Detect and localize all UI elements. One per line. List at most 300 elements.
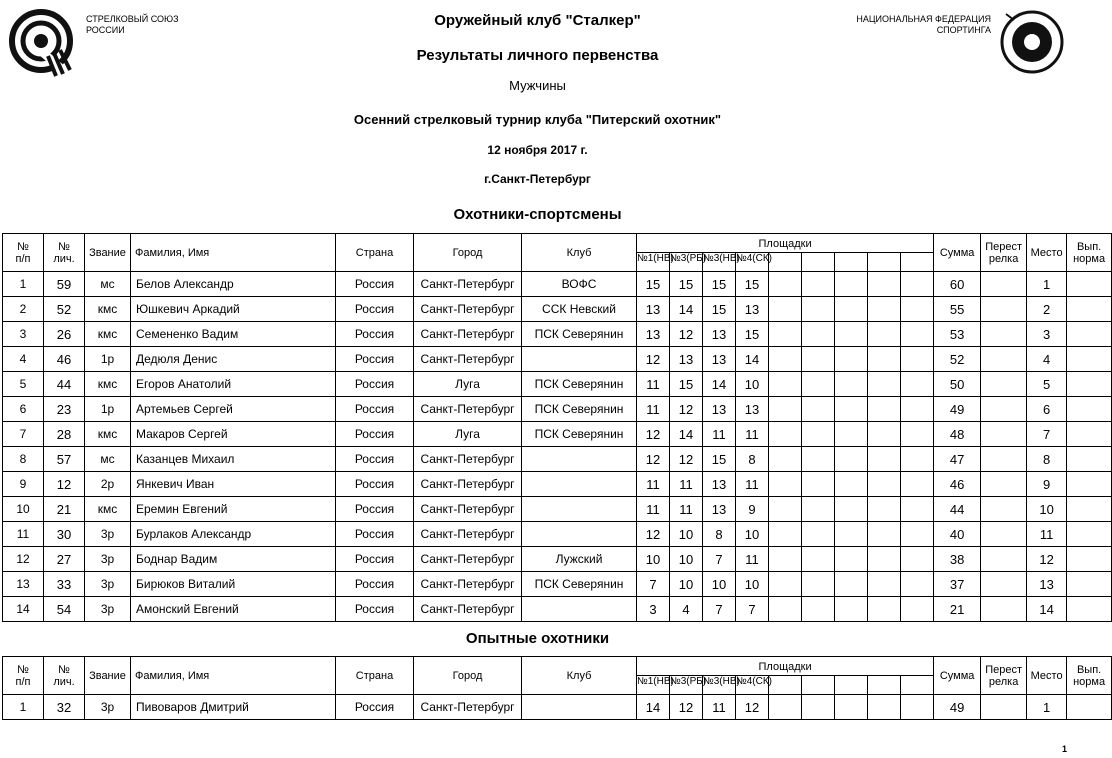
cell-name: Дедюля Денис: [131, 347, 336, 372]
cell-rank: мс: [85, 447, 131, 472]
cell-station-score: 10: [736, 572, 769, 597]
cell-station-score: 15: [703, 272, 736, 297]
cell-np: 4: [3, 347, 44, 372]
cell-station-score: [868, 572, 901, 597]
cell-city: Санкт-Петербург: [414, 497, 522, 522]
cell-station-score: [901, 597, 934, 622]
results-table: [2, 656, 1112, 720]
cell-shootoff: [981, 272, 1027, 297]
col-rank-header: Звание: [85, 234, 131, 272]
cell-station-score: 12: [637, 347, 670, 372]
cell-place: 8: [1027, 447, 1067, 472]
cell-norm: [1067, 572, 1112, 597]
cell-club: ПСК Северянин: [522, 422, 637, 447]
cell-station-score: [769, 572, 802, 597]
cell-station-score: [835, 522, 868, 547]
cell-station-score: 12: [637, 422, 670, 447]
header-line: №: [58, 240, 70, 253]
cell-station-score: 12: [637, 522, 670, 547]
header-line: релка: [988, 252, 1019, 265]
cell-norm: [1067, 322, 1112, 347]
cell-place: 11: [1027, 522, 1067, 547]
cell-station-score: [769, 472, 802, 497]
cell-name: Юшкевич Аркадий: [131, 297, 336, 322]
cell-station-score: 10: [670, 572, 703, 597]
cell-country: Россия: [336, 347, 414, 372]
cell-norm: [1067, 422, 1112, 447]
org-right-line-2: СПОРТИНГА: [936, 25, 991, 35]
cell-lich: 46: [44, 347, 85, 372]
cell-station-score: 14: [703, 372, 736, 397]
cell-station-score: 13: [703, 322, 736, 347]
cell-city: Санкт-Петербург: [414, 397, 522, 422]
cell-station-score: 11: [637, 372, 670, 397]
cell-name: Амонский Евгений: [131, 597, 336, 622]
cell-station-score: [802, 322, 835, 347]
cell-station-score: 14: [670, 297, 703, 322]
cell-station-score: 13: [670, 347, 703, 372]
cell-station-score: 11: [637, 497, 670, 522]
cell-station-score: 11: [703, 422, 736, 447]
table-row: [3, 597, 1112, 622]
header-line: Перест: [985, 240, 1023, 253]
cell-station-score: [769, 695, 802, 720]
cell-station-score: 13: [703, 472, 736, 497]
header-line: №: [58, 663, 70, 676]
table-row: [3, 347, 1112, 372]
cell-lich: 54: [44, 597, 85, 622]
cell-station-score: [769, 347, 802, 372]
cell-station-score: [868, 322, 901, 347]
cell-lich: 57: [44, 447, 85, 472]
cell-station-score: 14: [670, 422, 703, 447]
cell-rank: 3р: [85, 522, 131, 547]
header-line: п/п: [15, 252, 31, 265]
header-line: Вып.: [1076, 240, 1102, 253]
cell-np: 2: [3, 297, 44, 322]
cell-station-score: [802, 447, 835, 472]
cell-name: Белов Александр: [131, 272, 336, 297]
cell-country: Россия: [336, 695, 414, 720]
cell-station-score: [835, 297, 868, 322]
cell-club: ВОФС: [522, 272, 637, 297]
cell-rank: 3р: [85, 597, 131, 622]
cell-np: 11: [3, 522, 44, 547]
cell-club: [522, 447, 637, 472]
cell-station-score: 14: [637, 695, 670, 720]
cell-station-score: 13: [703, 397, 736, 422]
cell-city: Луга: [414, 372, 522, 397]
col-place-header: Место: [1027, 234, 1067, 272]
cell-station-score: 4: [670, 597, 703, 622]
event-date: 12 ноября 2017 г.: [487, 143, 588, 157]
cell-station-score: [769, 297, 802, 322]
cell-name: Пивоваров Дмитрий: [131, 695, 336, 720]
cell-club: [522, 597, 637, 622]
cell-lich: 23: [44, 397, 85, 422]
table-row: [3, 522, 1112, 547]
cell-station-score: [769, 497, 802, 522]
col-shootoff-header: [981, 657, 1027, 695]
table-row: [3, 447, 1112, 472]
cell-station-score: [802, 347, 835, 372]
cell-station-score: [901, 497, 934, 522]
cell-shootoff: [981, 322, 1027, 347]
cell-norm: [1067, 272, 1112, 297]
cell-np: 9: [3, 472, 44, 497]
cell-country: Россия: [336, 297, 414, 322]
cell-place: 6: [1027, 397, 1067, 422]
cell-shootoff: [981, 472, 1027, 497]
col-stations-header: Площадки: [637, 234, 934, 253]
header-line: релка: [988, 675, 1019, 688]
cell-station-score: [802, 547, 835, 572]
col-lich-header: [44, 234, 85, 272]
cell-country: Россия: [336, 422, 414, 447]
col-np-header: [3, 657, 44, 695]
cell-city: Санкт-Петербург: [414, 272, 522, 297]
col-club-header: Клуб: [522, 234, 637, 272]
cell-station-score: [835, 322, 868, 347]
cell-place: 10: [1027, 497, 1067, 522]
cell-station-score: [802, 372, 835, 397]
col-name-header: Фамилия, Имя: [131, 657, 336, 695]
cell-station-score: [769, 422, 802, 447]
cell-station-score: 3: [637, 597, 670, 622]
cell-sum: 49: [934, 397, 981, 422]
cell-sum: 38: [934, 547, 981, 572]
cell-city: Санкт-Петербург: [414, 695, 522, 720]
station-header: [868, 253, 901, 272]
cell-station-score: 13: [703, 347, 736, 372]
cell-rank: 3р: [85, 547, 131, 572]
cell-name: Макаров Сергей: [131, 422, 336, 447]
cell-sum: 60: [934, 272, 981, 297]
cell-sum: 37: [934, 572, 981, 597]
cell-station-score: 7: [703, 597, 736, 622]
station-header: [802, 253, 835, 272]
cell-station-score: [901, 297, 934, 322]
cell-station-score: [868, 297, 901, 322]
cell-sum: 44: [934, 497, 981, 522]
cell-station-score: [901, 547, 934, 572]
cell-station-score: 8: [736, 447, 769, 472]
cell-np: 8: [3, 447, 44, 472]
cell-station-score: 12: [637, 447, 670, 472]
cell-station-score: [835, 447, 868, 472]
station-header: №1(НВ): [637, 676, 670, 695]
cell-station-score: [802, 297, 835, 322]
cell-station-score: [769, 372, 802, 397]
station-header: №3(РБ): [670, 676, 703, 695]
cell-station-score: [802, 695, 835, 720]
cell-place: 2: [1027, 297, 1067, 322]
cell-sum: 53: [934, 322, 981, 347]
cell-station-score: [901, 695, 934, 720]
section-title: Охотники-спортсмены: [453, 206, 622, 223]
col-stations-header: Площадки: [637, 657, 934, 676]
cell-station-score: [835, 347, 868, 372]
cell-station-score: [868, 497, 901, 522]
station-header: №4(СК): [736, 253, 769, 272]
cell-np: 13: [3, 572, 44, 597]
cell-city: Санкт-Петербург: [414, 322, 522, 347]
cell-station-score: 13: [703, 497, 736, 522]
cell-shootoff: [981, 497, 1027, 522]
cell-club: ПСК Северянин: [522, 572, 637, 597]
table-row: [3, 422, 1112, 447]
cell-station-score: [901, 347, 934, 372]
cell-shootoff: [981, 297, 1027, 322]
cell-sum: 48: [934, 422, 981, 447]
cell-name: Семененко Вадим: [131, 322, 336, 347]
cell-station-score: [868, 397, 901, 422]
cell-station-score: [769, 397, 802, 422]
cell-station-score: [802, 597, 835, 622]
cell-station-score: [802, 422, 835, 447]
cell-country: Россия: [336, 447, 414, 472]
header-line: №: [17, 240, 29, 253]
cell-lich: 12: [44, 472, 85, 497]
cell-station-score: [835, 272, 868, 297]
cell-country: Россия: [336, 372, 414, 397]
cell-station-score: [868, 422, 901, 447]
cell-rank: кмс: [85, 497, 131, 522]
table-row: [3, 547, 1112, 572]
cell-station-score: 10: [736, 372, 769, 397]
cell-norm: [1067, 372, 1112, 397]
cell-station-score: [868, 447, 901, 472]
cell-shootoff: [981, 547, 1027, 572]
cell-rank: кмс: [85, 297, 131, 322]
cell-station-score: 15: [670, 372, 703, 397]
cell-station-score: [835, 397, 868, 422]
cell-country: Россия: [336, 547, 414, 572]
cell-station-score: 15: [736, 322, 769, 347]
header-line: лич.: [53, 675, 75, 688]
cell-station-score: 12: [670, 447, 703, 472]
cell-station-score: [802, 472, 835, 497]
cell-norm: [1067, 522, 1112, 547]
cell-norm: [1067, 447, 1112, 472]
cell-sum: 52: [934, 347, 981, 372]
cell-station-score: 11: [736, 472, 769, 497]
cell-rank: 1р: [85, 397, 131, 422]
results-table: [2, 233, 1112, 622]
cell-np: 14: [3, 597, 44, 622]
cell-place: 4: [1027, 347, 1067, 372]
cell-station-score: 11: [703, 695, 736, 720]
cell-station-score: 7: [637, 572, 670, 597]
col-city-header: Город: [414, 234, 522, 272]
results-title: Результаты личного первенства: [416, 47, 659, 64]
cell-rank: кмс: [85, 322, 131, 347]
cell-sum: 21: [934, 597, 981, 622]
cell-sum: 47: [934, 447, 981, 472]
cell-station-score: 14: [736, 347, 769, 372]
cell-station-score: 13: [637, 322, 670, 347]
col-country-header: Страна: [336, 657, 414, 695]
table-row: [3, 472, 1112, 497]
cell-station-score: 15: [637, 272, 670, 297]
cell-station-score: 11: [637, 472, 670, 497]
cell-station-score: [835, 497, 868, 522]
cell-station-score: 11: [670, 497, 703, 522]
cell-name: Егоров Анатолий: [131, 372, 336, 397]
cell-place: 7: [1027, 422, 1067, 447]
col-place-header: Место: [1027, 657, 1067, 695]
cell-country: Россия: [336, 597, 414, 622]
cell-station-score: [835, 372, 868, 397]
cell-station-score: [901, 572, 934, 597]
cell-station-score: 11: [637, 397, 670, 422]
cell-station-score: 11: [736, 422, 769, 447]
event-city: г.Санкт-Петербург: [484, 172, 591, 186]
cell-name: Бурлаков Александр: [131, 522, 336, 547]
cell-city: Санкт-Петербург: [414, 447, 522, 472]
cell-sum: 50: [934, 372, 981, 397]
cell-station-score: [769, 272, 802, 297]
cell-station-score: 12: [670, 695, 703, 720]
cell-station-score: [868, 347, 901, 372]
cell-station-score: [802, 572, 835, 597]
org-right-line-1: НАЦИОНАЛЬНАЯ ФЕДЕРАЦИЯ: [856, 14, 991, 24]
org-left-line-2: РОССИИ: [86, 25, 125, 35]
cell-place: 14: [1027, 597, 1067, 622]
cell-station-score: [769, 597, 802, 622]
cell-sum: 55: [934, 297, 981, 322]
cell-station-score: 10: [670, 522, 703, 547]
cell-station-score: [901, 472, 934, 497]
cell-city: Санкт-Петербург: [414, 572, 522, 597]
cell-station-score: [802, 497, 835, 522]
cell-norm: [1067, 547, 1112, 572]
cell-station-score: [901, 322, 934, 347]
cell-lich: 28: [44, 422, 85, 447]
cell-station-score: [802, 272, 835, 297]
col-rank-header: Звание: [85, 657, 131, 695]
cell-station-score: [802, 522, 835, 547]
cell-station-score: 10: [637, 547, 670, 572]
cell-rank: 3р: [85, 572, 131, 597]
station-header: №4(СК): [736, 676, 769, 695]
cell-city: Санкт-Петербург: [414, 522, 522, 547]
cell-place: 12: [1027, 547, 1067, 572]
table-row: [3, 322, 1112, 347]
cell-club: ПСК Северянин: [522, 322, 637, 347]
cell-station-score: 7: [736, 597, 769, 622]
cell-station-score: 12: [736, 695, 769, 720]
cell-rank: 2р: [85, 472, 131, 497]
cell-rank: мс: [85, 272, 131, 297]
cell-club: ПСК Северянин: [522, 397, 637, 422]
cell-station-score: [769, 522, 802, 547]
cell-place: 1: [1027, 272, 1067, 297]
cell-country: Россия: [336, 272, 414, 297]
section-title: Опытные охотники: [465, 630, 610, 647]
header-line: норма: [1073, 252, 1106, 265]
station-header: №3(НВ): [703, 253, 736, 272]
cell-lich: 52: [44, 297, 85, 322]
club-title: Оружейный клуб "Сталкер": [434, 12, 641, 29]
cell-city: Санкт-Петербург: [414, 547, 522, 572]
cell-city: Санкт-Петербург: [414, 472, 522, 497]
cell-station-score: [769, 547, 802, 572]
cell-sum: 46: [934, 472, 981, 497]
cell-station-score: 8: [703, 522, 736, 547]
station-header: [835, 676, 868, 695]
event-title: Осенний стрелковый турнир клуба "Питерский охотник": [353, 112, 722, 127]
cell-norm: [1067, 397, 1112, 422]
cell-station-score: 15: [703, 447, 736, 472]
cell-club: Лужский: [522, 547, 637, 572]
table-row: [3, 397, 1112, 422]
cell-station-score: 12: [670, 322, 703, 347]
cell-country: Россия: [336, 397, 414, 422]
cell-np: 12: [3, 547, 44, 572]
cell-norm: [1067, 695, 1112, 720]
cell-np: 7: [3, 422, 44, 447]
col-np-header: [3, 234, 44, 272]
cell-shootoff: [981, 522, 1027, 547]
cell-station-score: 10: [670, 547, 703, 572]
station-header: №3(РБ): [670, 253, 703, 272]
col-shootoff-header: [981, 234, 1027, 272]
cell-lich: 30: [44, 522, 85, 547]
header-line: №: [17, 663, 29, 676]
cell-country: Россия: [336, 522, 414, 547]
cell-station-score: [835, 695, 868, 720]
table-row: [3, 572, 1112, 597]
header-line: лич.: [53, 252, 75, 265]
cell-lich: 59: [44, 272, 85, 297]
cell-place: 9: [1027, 472, 1067, 497]
station-header: [901, 676, 934, 695]
page-number: 1: [1062, 744, 1068, 754]
cell-club: [522, 472, 637, 497]
cell-station-score: [868, 597, 901, 622]
station-header: №3(НВ): [703, 676, 736, 695]
cell-lich: 27: [44, 547, 85, 572]
cell-station-score: 11: [670, 472, 703, 497]
station-header: №1(НВ): [637, 253, 670, 272]
cell-place: 5: [1027, 372, 1067, 397]
cell-sum: 49: [934, 695, 981, 720]
cell-station-score: [901, 397, 934, 422]
cell-np: 1: [3, 272, 44, 297]
table-row: [3, 497, 1112, 522]
cell-lich: 26: [44, 322, 85, 347]
cell-lich: 33: [44, 572, 85, 597]
cell-station-score: [835, 572, 868, 597]
station-header: [769, 253, 802, 272]
cell-station-score: 15: [736, 272, 769, 297]
cell-station-score: [835, 472, 868, 497]
cell-country: Россия: [336, 322, 414, 347]
station-header: [901, 253, 934, 272]
cell-name: Еремин Евгений: [131, 497, 336, 522]
cell-norm: [1067, 497, 1112, 522]
station-header: [769, 676, 802, 695]
cell-np: 10: [3, 497, 44, 522]
cell-station-score: [769, 447, 802, 472]
col-name-header: Фамилия, Имя: [131, 234, 336, 272]
station-header: [868, 676, 901, 695]
cell-station-score: 13: [736, 297, 769, 322]
cell-station-score: 15: [670, 272, 703, 297]
col-norm-header: [1067, 657, 1112, 695]
cell-norm: [1067, 347, 1112, 372]
